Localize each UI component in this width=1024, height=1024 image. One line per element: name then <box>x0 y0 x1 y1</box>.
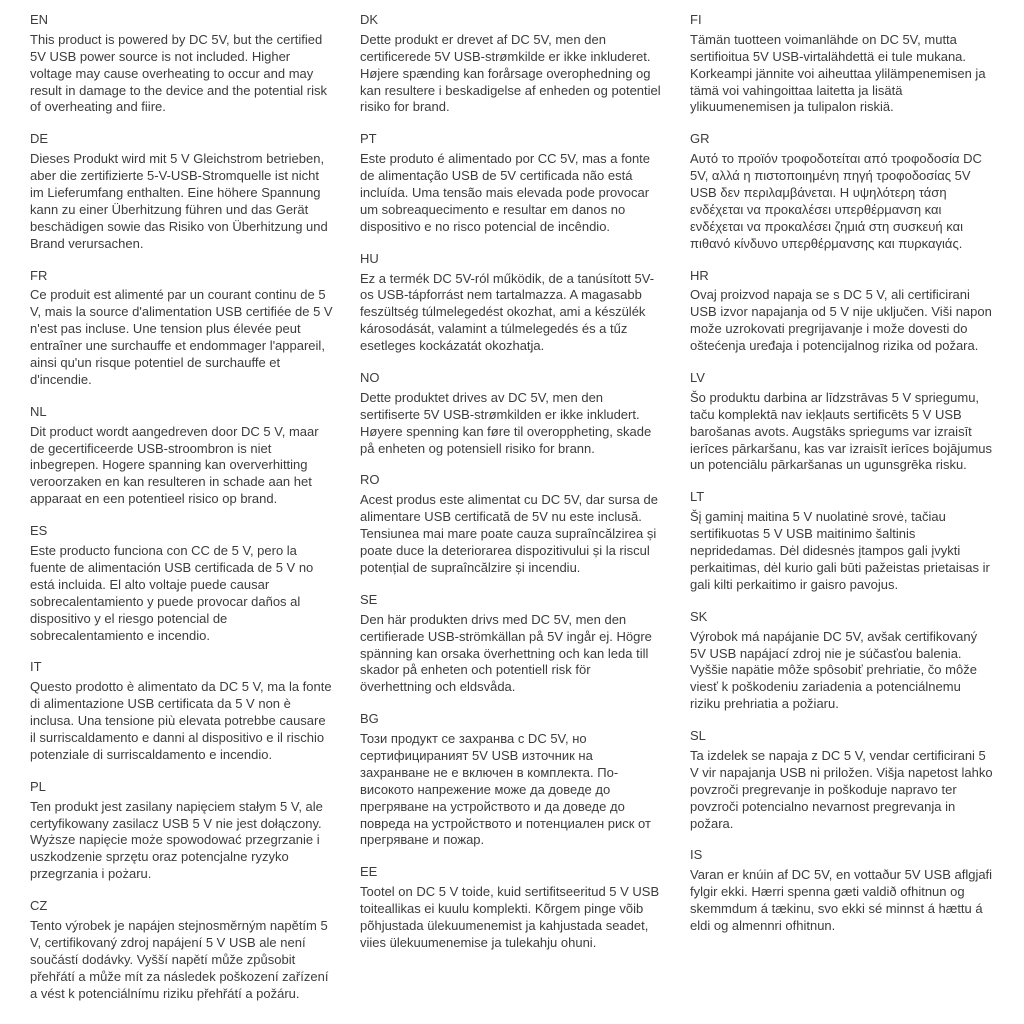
language-text-sl: Ta izdelek se napaja z DC 5 V, vendar certificirani 5 V vir napajanja USB ni priložen. Višja napetost lahko povzroči pregrevanje in poškoduje napravo ter povzroči potencialno nevarnost pregrevanja in požara. <box>690 747 993 831</box>
language-text-ro: Acest produs este alimentat cu DC 5V, dar sursa de alimentare USB certificată de 5V nu este inclusă. Tensiunea mai mare poate cauza supraîncălzirea și poate duce la deteriorarea dispozitivului și la riscul potențial de supraîncălzire și incendiu. <box>360 492 658 575</box>
language-text-fi: Tämän tuotteen voimanlähde on DC 5V, mutta sertifioitua 5V USB-virtalähdettä ei tule mukana. Korkeampi jännite voi aiheuttaa ylilämpenemisen ja tämä voi vahingoittaa laitetta ja lisätä ylikuumenemisen ja tulipalon riskiä. <box>690 31 986 115</box>
language-text-is: Varan er knúin af DC 5V, en vottaður 5V USB aflgjafi fylgir ekki. Hærri spenna gæti valdið ofhitnun og skemmdum á tækinu, svo ekki sé minnst á hættu á eldi og almennri ofhitnun. <box>690 867 993 933</box>
lang-section-bg <box>360 711 664 849</box>
language-text-lt: Šį gaminį maitina 5 V nuolatinė srovė, tačiau sertifikuotas 5 V USB maitinimo šaltinis nepridedamas. Dėl didesnės įtampos gali įvykti perkaitimas, dėl kurio gali būti pažeistas prietaisas ir gali kilti perkaitimo ir gaisro pavojus. <box>690 509 990 592</box>
language-text-lv: Šo produktu darbina ar līdzstrāvas 5 V spriegumu, taču komplektā nav iekļauts sertificēts 5 V USB barošanas avots. Augstāks spriegums var izraisīt ierīces pārkaršanu, kas var izraisīt ierīces bojājumus un potenciālu pārkaršanas un ugunsgrēka risku. <box>690 389 993 473</box>
language-code-gr: GR <box>690 131 710 147</box>
lang-section-fi <box>690 12 994 116</box>
lang-section-pl <box>30 779 334 883</box>
language-text-it: Questo prodotto è alimentato da DC 5 V, ma la fonte di alimentazione USB certificata da 5 V non è inclusa. Una tensione più elevata potrebbe causare il surriscaldamento e danni al dispositivo e il rischio potenziale di surriscaldamento e incendio. <box>30 679 332 762</box>
lang-section-dk <box>360 12 664 116</box>
lang-section-cz <box>30 898 334 1002</box>
language-text-dk: Dette produkt er drevet af DC 5V, men den certificerede 5V USB-strømkilde er ikke inkluderet. Højere spænding kan forårsage overophedning og kan resultere i beskadigelse af enheden og potentiel risiko for brand. <box>360 31 661 115</box>
lang-section-hr <box>690 268 994 355</box>
language-code-sk: SK <box>690 608 708 624</box>
lang-section-lv <box>690 370 994 474</box>
language-text-sk: Výrobok má napájanie DC 5V, avšak certifikovaný 5V USB napájací zdroj nie je súčasťou balenia. Vyššie napätie môže spôsobiť prehriatie, čo môže viesť k poškodeniu zariadenia a potenciálnemu riziku prehriatia a požiaru. <box>690 628 978 712</box>
lang-section-no <box>360 370 664 457</box>
language-code-dk: DK <box>360 12 379 27</box>
lang-section-nl <box>30 404 334 508</box>
language-code-nl: NL <box>30 403 47 419</box>
language-text-bg: Този продукт се захранва с DC 5V, но сертифицираният 5V USB източник на захранване не е включен в комплекта. По-високото напрежение може да доведе до прегряване на устройството и да доведе до повреда на устройството и потенциален риск от прегряване и пожар. <box>360 731 651 848</box>
language-code-hr: HR <box>690 267 709 283</box>
lang-section-pt <box>360 131 664 235</box>
language-text-pt: Este produto é alimentado por CC 5V, mas a fonte de alimentação USB de 5V certificada não está incluída. Uma tensão mais elevada pode provocar um sobreaquecimento e resultar em danos no dispositivo e no risco potencial de incêndio. <box>360 151 651 234</box>
language-text-pl: Ten produkt jest zasilany napięciem stałym 5 V, ale certyfikowany zasilacz USB 5 V nie jest dołączony. Wyższe napięcie może spowodować przegrzanie i uszkodzenie sprzętu oraz potencjalne ryzyko przegrzania i pożaru. <box>30 798 323 882</box>
language-text-en: This product is powered by DC 5V, but the certified 5V USB power source is not included. Higher voltage may cause overheating to occur and may result in damage to the device and the potential risk of overheating and fiire. <box>30 31 328 115</box>
language-text-gr: Αυτό το προϊόν τροφοδοτείται από τροφοδοσία DC 5V, αλλά η πιστοποιημένη πηγή τροφοδοσίας 5V USB δεν περιλαμβάνεται. Η υψηλότερη τάση ενδέχεται να προκαλέσει υπερθέρμανση και ενδέχεται να προκαλέσει ζημιά στη συσκευή και πιθανό κίνδυνο υπερθέρμανσης και πυρκαγιάς. <box>690 151 982 251</box>
lang-section-sk <box>690 609 994 713</box>
language-text-nl: Dit product wordt aangedreven door DC 5 V, maar de gecertificeerde USB-stroombron is niet inbegrepen. Hogere spanning kan oververhitting veroorzaken en kan resulteren in schade aan het apparaat en een potentieel risico op brand. <box>30 423 319 507</box>
language-code-lt: LT <box>690 489 705 505</box>
language-code-se: SE <box>360 591 378 607</box>
lang-section-sl <box>690 728 994 832</box>
language-text-hr: Ovaj proizvod napaja se s DC 5 V, ali certificirani USB izvor napajanja od 5 V nije uključen. Viši napon može uzrokovati pregrijavanje i može dovesti do oštećenja uređaja i potencijalnog rizika od požara. <box>690 287 992 354</box>
language-text-de: Dieses Produkt wird mit 5 V Gleichstrom betrieben, aber die zertifizierte 5-V-USB-Stromquelle ist nicht im Lieferumfang enthalten. Eine höhere Spannung kann zu einer Überhitzung führen und das Gerät beschädigen sowie das Risiko von Überhitzung und Brand verursachen. <box>30 151 328 251</box>
lang-section-es <box>30 523 334 644</box>
lang-section-hu <box>360 251 664 355</box>
language-text-ee: Tootel on DC 5 V toide, kuid sertifitseeritud 5 V USB toiteallikas ei kuulu komplekti. Kõrgem pinge võib põhjustada ülekuumenemist ja kahjustada seadet, viies ülekuumenemise ja tulekahju ohuni. <box>360 884 660 950</box>
language-code-bg: BG <box>360 711 379 727</box>
language-code-es: ES <box>30 523 48 539</box>
language-text-se: Den här produkten drivs med DC 5V, men den certifierade USB-strömkällan på 5V ingår ej. Högre spänning kan orsaka överhettning och kan leda till skador på enheten och potentiell risk för överhettning och eldsvåda. <box>360 611 652 695</box>
language-code-it: IT <box>30 659 42 675</box>
language-code-sl: SL <box>690 728 706 744</box>
language-code-fr: FR <box>30 267 48 283</box>
language-text-es: Este producto funciona con CC de 5 V, pero la fuente de alimentación USB certificada de 5 V no está incluida. El alto voltaje puede causar sobrecalentamiento y puede provocar daños al dispositivo y el riesgo potencial de sobrecalentamiento e incendio. <box>30 543 314 643</box>
lang-section-ro <box>360 472 664 576</box>
language-code-is: IS <box>690 847 703 863</box>
language-code-fi: FI <box>690 12 702 27</box>
language-code-cz: CZ <box>30 898 48 914</box>
language-text-cz: Tento výrobek je napájen stejnosměrným napětím 5 V, certifikovaný zdroj napájení 5 V USB ale není součástí dodávky. Vyšší napětí může způsobit přehřátí a může mít za následek poškození zařízení a vést k potenciálnímu riziku přehřátí a požáru. <box>30 917 329 1001</box>
column-1 <box>30 12 334 1017</box>
language-code-hu: HU <box>360 250 379 266</box>
lang-section-ee <box>360 864 664 951</box>
language-code-de: DE <box>30 131 49 147</box>
lang-section-lt <box>690 489 994 593</box>
lang-section-en <box>30 12 334 116</box>
language-code-ro: RO <box>360 472 380 488</box>
lang-section-it <box>30 659 334 763</box>
language-code-no: NO <box>360 370 380 386</box>
language-text-hu: Ez a termék DC 5V-ról működik, de a tanúsított 5V-os USB-tápforrást nem tartalmazza. A magasabb feszültség túlmelegedést okozhat, ami a készülék károsodását, valamint a túlmelegedés és a tűz esetleges kockázatát okozhatja. <box>360 270 655 354</box>
lang-section-fr <box>30 268 334 389</box>
lang-section-gr <box>690 131 994 252</box>
lang-section-is <box>690 847 994 934</box>
language-text-fr: Ce produit est alimenté par un courant continu de 5 V, mais la source d'alimentation USB certifiée de 5 V n'est pas incluse. Une tension plus élevée peut entraîner une surchauffe et endommager l'appareil, ainsi qu'un risque potentiel de surchauffe et d'incendie. <box>30 287 333 387</box>
lang-section-se <box>360 592 664 696</box>
lang-section-de <box>30 131 334 252</box>
language-code-ee: EE <box>360 864 378 880</box>
language-code-pl: PL <box>30 778 46 794</box>
language-text-no: Dette produktet drives av DC 5V, men den sertifiserte 5V USB-strømkilden er ikke inkludert. Høyere spenning kan føre til overoppheting, skade på enheten og potensiell risiko for brann. <box>360 389 652 456</box>
column-2 <box>360 12 664 967</box>
language-code-en: EN <box>30 12 49 27</box>
language-code-lv: LV <box>690 370 705 386</box>
column-3 <box>690 12 994 950</box>
language-code-pt: PT <box>360 131 377 147</box>
